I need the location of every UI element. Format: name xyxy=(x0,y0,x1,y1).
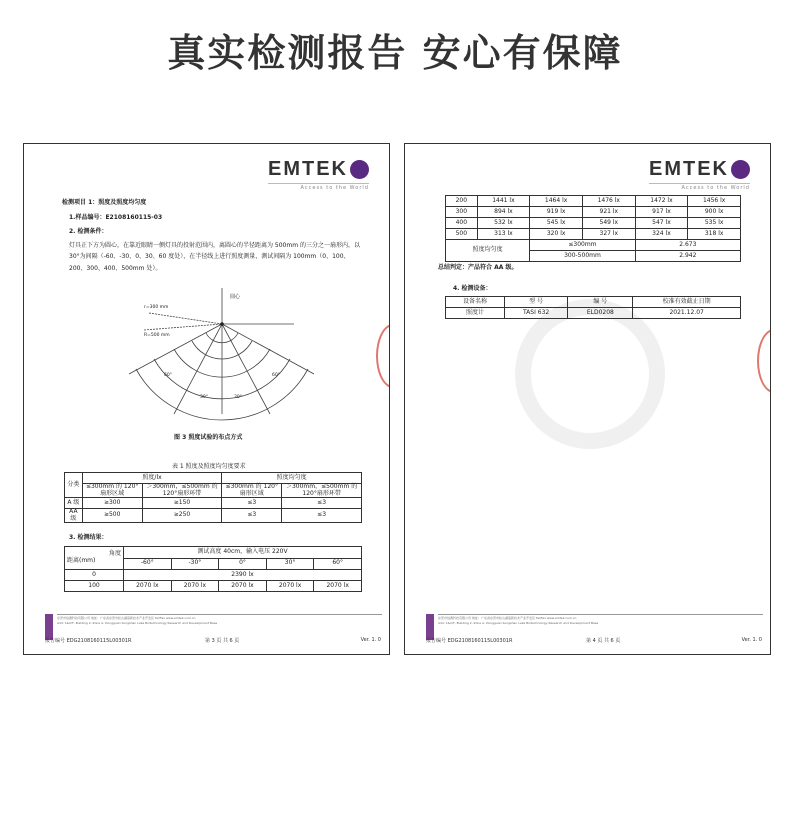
table-cell: ≥150 xyxy=(142,498,222,509)
table-cell: 1464 lx xyxy=(530,196,583,207)
red-seal-stamp xyxy=(757,329,771,393)
diagram-r500-label: R=500 mm xyxy=(144,333,170,338)
version-label: Ver. 1. 0 xyxy=(741,637,762,643)
table-cell: 327 lx xyxy=(582,229,635,240)
red-seal-stamp xyxy=(376,324,390,388)
table-cell: 2070 lx xyxy=(124,581,172,592)
table-cell: 1472 lx xyxy=(635,196,688,207)
table-cell: 313 lx xyxy=(477,229,530,240)
distance-cell: 0 xyxy=(65,570,124,581)
results-header: 测试高度 40cm，输入电压 220V xyxy=(124,547,362,559)
equipment-table xyxy=(445,296,741,319)
table-row xyxy=(446,218,741,229)
sub-header-4: ＞300mm，≤500mm 的 120°扇形环带 xyxy=(282,484,362,498)
distance-label: 距离(mm) xyxy=(67,557,96,564)
distance-cell: 300 xyxy=(446,207,478,218)
table-row xyxy=(446,229,741,240)
table-row xyxy=(446,196,741,207)
table-cell: AA 级 xyxy=(65,509,83,523)
table-cell: ≤3 xyxy=(282,509,362,523)
report-page-3 xyxy=(23,143,390,655)
sample-number: 1.样品编号：E2108160115-03 xyxy=(69,214,163,221)
report-number: 报告编号 EDG2108160115L00301R xyxy=(426,638,513,644)
uniformity-range: 300-500mm xyxy=(530,251,635,262)
col-uniform-header: 照度均匀度 xyxy=(222,473,362,484)
table-cell: 1441 lx xyxy=(477,196,530,207)
equipment-title: 4. 检测设备： xyxy=(453,285,492,292)
table-cell: 2070 lx xyxy=(266,581,314,592)
table-cell: ≥500 xyxy=(82,509,142,523)
table-cell: 549 lx xyxy=(582,218,635,229)
angle-header: 30° xyxy=(266,558,314,570)
results-table xyxy=(64,546,362,592)
table-cell: 532 lx xyxy=(477,218,530,229)
brand-tagline: Access to the World xyxy=(268,183,369,191)
table-row xyxy=(446,207,741,218)
figure-caption: 图 3 照度试验的布点方式 xyxy=(174,434,243,441)
diagram-center-label: 圆心 xyxy=(230,294,241,300)
angle-header: -30° xyxy=(171,558,219,570)
equipment-header: 型 号 xyxy=(504,297,567,308)
diagram-r300-label: r=300 mm xyxy=(144,305,169,310)
table1-caption: 表 1 照度及照度均匀度要求 xyxy=(172,463,246,470)
sub-header-2: ＞300mm，≤500mm 的 120°扇形环带 xyxy=(142,484,222,498)
table-cell: ≤3 xyxy=(282,498,362,509)
conditions-text: 灯具正下方为圆心，在靠近眼睛一侧灯具的投射范围内，离圆心的半径距离为 500mm 的三分之一扇形内，以 30°为间隔（-60、-30、0、30、60 度处），在半径线上进行照度测量，测试间隔为 100mm（0、100、200、300、400、500mm 处）。 xyxy=(69,242,360,272)
page-number: 第 3 页 共 6 页 xyxy=(205,638,240,644)
footer-address: 东莞市信测科技有限公司 地址：广东省东莞市松山湖高新技术产业开发区 Tel/Fax www.emtek.com.cn xyxy=(57,616,196,620)
table-cell: 1456 lx xyxy=(688,196,741,207)
table-cell: TASI 632 xyxy=(504,308,567,319)
emtek-logo xyxy=(268,158,369,191)
table-cell: 324 lx xyxy=(635,229,688,240)
table-cell: 2390 lx xyxy=(124,570,362,581)
angle-label: 角度 xyxy=(108,550,121,558)
report-page-4 xyxy=(404,143,771,655)
table-row xyxy=(65,509,362,523)
table-row xyxy=(446,240,741,251)
uniformity-label: 照度均匀度 xyxy=(446,240,530,262)
equipment-header: 编 号 xyxy=(568,297,633,308)
table-cell: 545 lx xyxy=(530,218,583,229)
page-number: 第 4 页 共 6 页 xyxy=(586,638,621,644)
table-cell: 900 lx xyxy=(688,207,741,218)
table-cell: ≤3 xyxy=(222,498,282,509)
table-cell: A 级 xyxy=(65,498,83,509)
sub-header-1: ≤300mm 的 120°扇形区域 xyxy=(82,484,142,498)
report-number: 报告编号 EDG2108160115L00301R xyxy=(45,638,132,644)
equipment-header: 校准有效截止日期 xyxy=(633,297,741,308)
distance-cell: 400 xyxy=(446,218,478,229)
table-cell: 917 lx xyxy=(635,207,688,218)
col-illum-header: 照度/lx xyxy=(82,473,222,484)
emtek-mark-icon xyxy=(731,160,750,179)
table-row xyxy=(65,581,362,592)
test-item-title: 检测项目 1：照度及照度均匀度 xyxy=(62,199,147,206)
table-cell: 547 lx xyxy=(635,218,688,229)
sub-header-3: ≤300mm 的 120°扇形区域 xyxy=(222,484,282,498)
page-headline: 真实检测报告 安心有保障 xyxy=(167,31,623,75)
version-label: Ver. 1. 0 xyxy=(360,637,381,643)
equipment-header: 设备名称 xyxy=(446,297,505,308)
table-cell: 1476 lx xyxy=(582,196,635,207)
results-title: 3. 检测结果： xyxy=(69,534,108,541)
footer-address-en: Add: 1&2/F, Building 2, Zone A, Dongguan Songshan Lake Biotechnology Research and Development Base xyxy=(438,621,599,625)
footer-divider xyxy=(438,614,763,615)
table-cell: 2070 lx xyxy=(171,581,219,592)
diagram-angle-60-right: 60° xyxy=(272,373,280,378)
table-row xyxy=(446,308,741,319)
table-cell: 894 lx xyxy=(477,207,530,218)
emtek-logo xyxy=(649,158,750,191)
table-cell: 921 lx xyxy=(582,207,635,218)
brand-tagline: Access to the World xyxy=(649,183,750,191)
table-cell: 2021.12.07 xyxy=(633,308,741,319)
diagram-angle-30-right: 30° xyxy=(234,395,242,400)
angle-distance-header xyxy=(65,547,124,570)
table-row xyxy=(65,570,362,581)
footer-address: 东莞市信测科技有限公司 地址：广东省东莞市松山湖高新技术产业开发区 Tel/Fax www.emtek.com.cn xyxy=(438,616,577,620)
circle-center-marker xyxy=(220,322,224,326)
diagram-angle-30-left: 30° xyxy=(200,395,208,400)
measurement-layout-diagram xyxy=(114,286,314,426)
angle-header: -60° xyxy=(124,558,172,570)
table-cell: ≤3 xyxy=(222,509,282,523)
table-cell: 2070 lx xyxy=(219,581,267,592)
col-class-header: 分类 xyxy=(65,473,83,498)
table-cell: 318 lx xyxy=(688,229,741,240)
diagram-angle-60-left: 60° xyxy=(164,373,172,378)
distance-cell: 200 xyxy=(446,196,478,207)
uniformity-range: ≤300mm xyxy=(530,240,635,251)
verdict: 总结判定：产品符合 AA 级。 xyxy=(438,264,518,271)
requirements-table xyxy=(64,472,362,523)
uniformity-value: 2.673 xyxy=(635,240,740,251)
table-cell: 919 lx xyxy=(530,207,583,218)
footer-address-en: Add: 1&2/F, Building 2, Zone A, Dongguan Songshan Lake Biotechnology Research and Development Base xyxy=(57,621,218,625)
angle-header: 60° xyxy=(314,558,362,570)
watermark-logo xyxy=(515,299,665,449)
conditions-title: 2. 检测条件： xyxy=(69,228,108,235)
table-cell: 320 lx xyxy=(530,229,583,240)
table-cell: 照度计 xyxy=(446,308,505,319)
distance-cell: 500 xyxy=(446,229,478,240)
table-cell: 2070 lx xyxy=(314,581,362,592)
table-cell: 535 lx xyxy=(688,218,741,229)
footer-divider xyxy=(57,614,382,615)
results-table-continued xyxy=(445,195,741,262)
table-cell: ≥250 xyxy=(142,509,222,523)
uniformity-value: 2.942 xyxy=(635,251,740,262)
brand-name: EMTEK xyxy=(649,158,729,180)
brand-name: EMTEK xyxy=(268,158,348,180)
table-cell: ELD0208 xyxy=(568,308,633,319)
distance-cell: 100 xyxy=(65,581,124,592)
emtek-mark-icon xyxy=(350,160,369,179)
table-row xyxy=(65,498,362,509)
table-cell: ≥300 xyxy=(82,498,142,509)
angle-header: 0° xyxy=(219,558,267,570)
